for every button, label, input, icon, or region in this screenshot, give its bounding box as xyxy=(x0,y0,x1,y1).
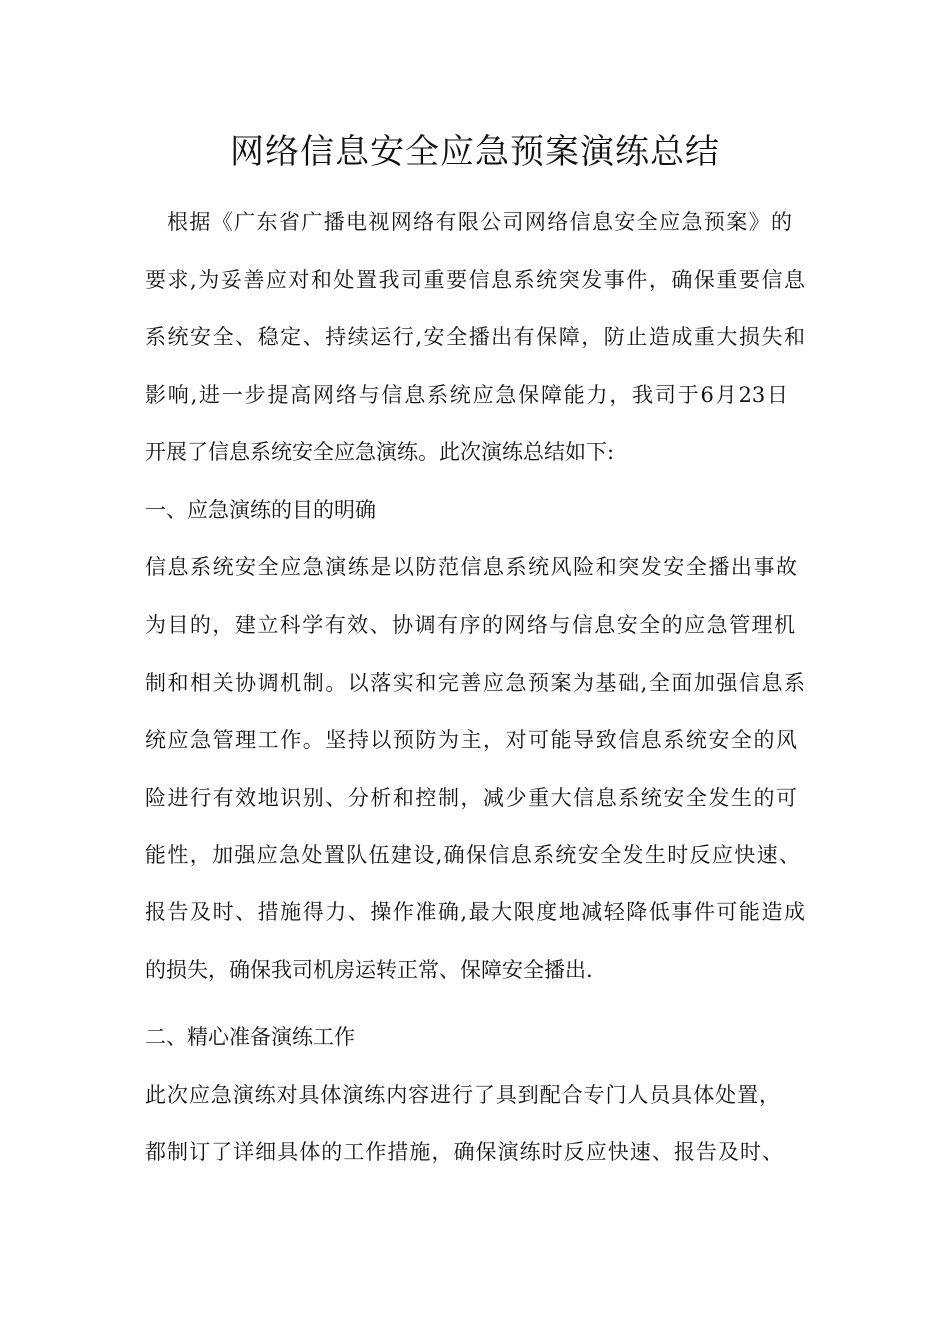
paragraph-3-line-1: 此次应急演练对具体演练内容进行了具到配合专门人员具体处置， xyxy=(145,1083,780,1107)
paragraph-1-line-1: 根据《广东省广播电视网络有限公司网络信息安全应急预案》的 xyxy=(167,210,792,234)
paragraph-2-line-2: 为目的，建立科学有效、协调有序的网络与信息安全的应急管理机 xyxy=(145,613,795,637)
document-title: 网络信息安全应急预案演练总结 xyxy=(230,132,720,172)
paragraph-2-line-5: 险进行有效地识别、分析和控制，减少重大信息系统安全发生的可 xyxy=(145,786,797,810)
paragraph-1-line-5: 开展了信息系统安全应急演练。此次演练总结如下: xyxy=(145,440,615,464)
paragraph-2-line-7: 报告及时、措施得力、操作准确,最大限度地减轻降低事件可能造成 xyxy=(145,900,805,924)
paragraph-2-line-4: 统应急管理工作。坚持以预防为主，对可能导致信息系统安全的风 xyxy=(145,728,797,752)
paragraph-1-line-4: 影响,进一步提高网络与信息系统应急保障能力，我司于6月23日 xyxy=(145,383,788,407)
paragraph-2-line-8: 的损失，确保我司机房运转正常、保障安全播出. xyxy=(145,958,593,982)
paragraph-2-line-6: 能性，加强应急处置队伍建设,确保信息系统安全发生时反应快速、 xyxy=(145,843,800,867)
paragraph-3-line-2: 都制订了详细具体的工作措施，确保演练时反应快速、报告及时、 xyxy=(145,1140,783,1164)
paragraph-2-line-3: 制和相关协调机制。以落实和完善应急预案为基础,全面加强信息系 xyxy=(145,671,805,695)
section-heading-2: 二、精心准备演练工作 xyxy=(145,1025,355,1049)
section-heading-1: 一、应急演练的目的明确 xyxy=(145,498,376,522)
paragraph-1-line-3: 系统安全、稳定、持续运行,安全播出有保障，防止造成重大损失和 xyxy=(145,325,805,349)
paragraph-1-line-2: 要求,为妥善应对和处置我司重要信息系统突发事件，确保重要信息 xyxy=(145,268,805,292)
paragraph-2-line-1: 信息系统安全应急演练是以防范信息系统风险和突发安全播出事故 xyxy=(145,555,797,579)
